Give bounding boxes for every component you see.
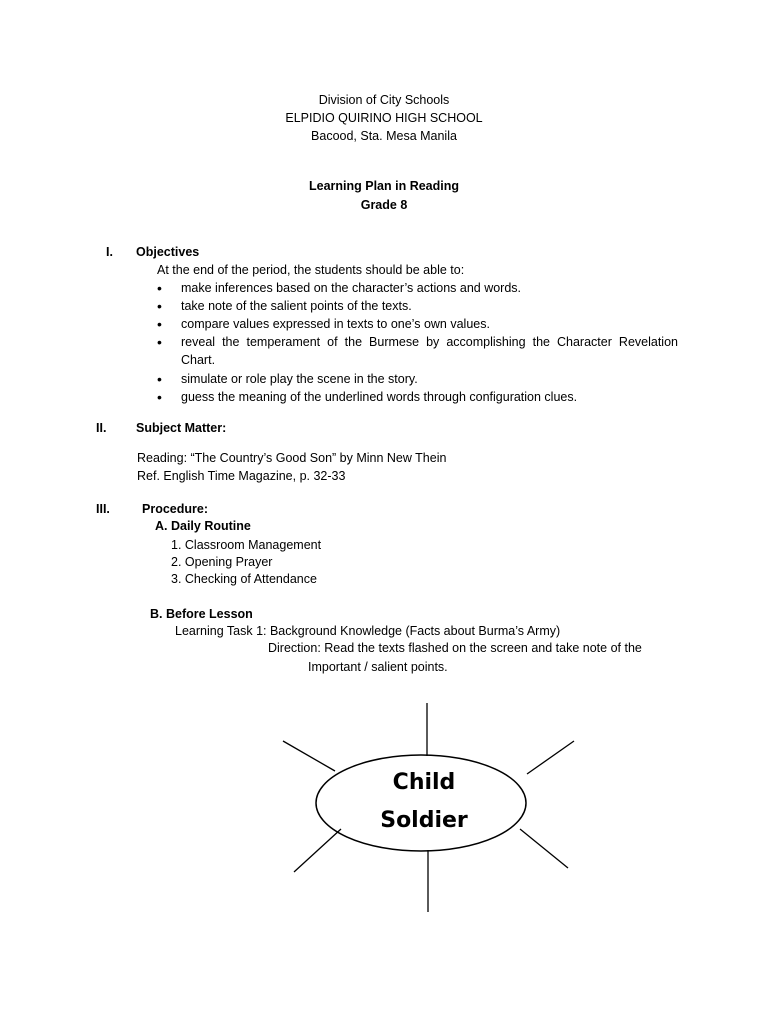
- spoke-line: [520, 829, 568, 868]
- diagram-label-line2: Soldier: [380, 808, 468, 833]
- bullet-icon: •: [157, 316, 162, 332]
- before-lesson-heading: B. Before Lesson: [150, 607, 253, 621]
- task-direction: Direction: Read the texts flashed on the screen and take note of the: [268, 641, 642, 655]
- bullet-icon: •: [157, 280, 162, 296]
- spoke-line: [283, 741, 335, 771]
- objective-item: reveal the temperament of the Burmese by accomplishing the Character Revelation: [181, 335, 678, 349]
- bullet-icon: •: [157, 298, 162, 314]
- procedure-heading: Procedure:: [142, 502, 208, 516]
- objective-item: take note of the salient points of the texts.: [181, 299, 412, 313]
- objectives-heading: Objectives: [136, 245, 200, 259]
- bullet-icon: •: [157, 371, 162, 387]
- daily-routine-heading: A. Daily Routine: [155, 519, 251, 533]
- section-numeral-objectives: I.: [106, 245, 113, 259]
- objective-item: make inferences based on the character’s actions and words.: [181, 281, 522, 295]
- reading-reference: Reading: “The Country’s Good Son” by Minn New Thein: [137, 451, 447, 465]
- task-direction-continuation: Important / salient points.: [308, 660, 448, 674]
- objective-item-continuation: Chart.: [181, 353, 216, 367]
- division-heading: Division of City Schools: [318, 93, 450, 107]
- routine-item: 3. Checking of Attendance: [171, 572, 317, 586]
- objectives-intro: At the end of the period, the students should be able to:: [157, 263, 465, 277]
- school-address: Bacood, Sta. Mesa Manila: [311, 129, 457, 143]
- routine-item: 1. Classroom Management: [171, 538, 322, 552]
- school-name: ELPIDIO QUIRINO HIGH SCHOOL: [285, 111, 483, 125]
- subject-matter-heading: Subject Matter:: [136, 421, 227, 435]
- bullet-icon: •: [157, 334, 162, 350]
- grade-level: Grade 8: [360, 198, 408, 212]
- document-title: Learning Plan in Reading: [308, 179, 460, 193]
- diagram-label-line1: Child: [392, 770, 456, 795]
- objective-item: compare values expressed in texts to one’s own values.: [181, 317, 490, 331]
- objective-item: simulate or role play the scene in the story.: [181, 372, 418, 386]
- bullet-icon: •: [157, 389, 162, 405]
- spoke-line: [294, 829, 341, 872]
- routine-item: 2. Opening Prayer: [171, 555, 273, 569]
- objective-item: guess the meaning of the underlined words through configuration clues.: [181, 390, 578, 404]
- section-numeral-subject: II.: [96, 421, 107, 435]
- source-reference: Ref. English Time Magazine, p. 32-33: [137, 469, 346, 483]
- learning-task: Learning Task 1: Background Knowledge (Facts about Burma’s Army): [175, 624, 561, 638]
- section-numeral-procedure: III.: [96, 502, 110, 516]
